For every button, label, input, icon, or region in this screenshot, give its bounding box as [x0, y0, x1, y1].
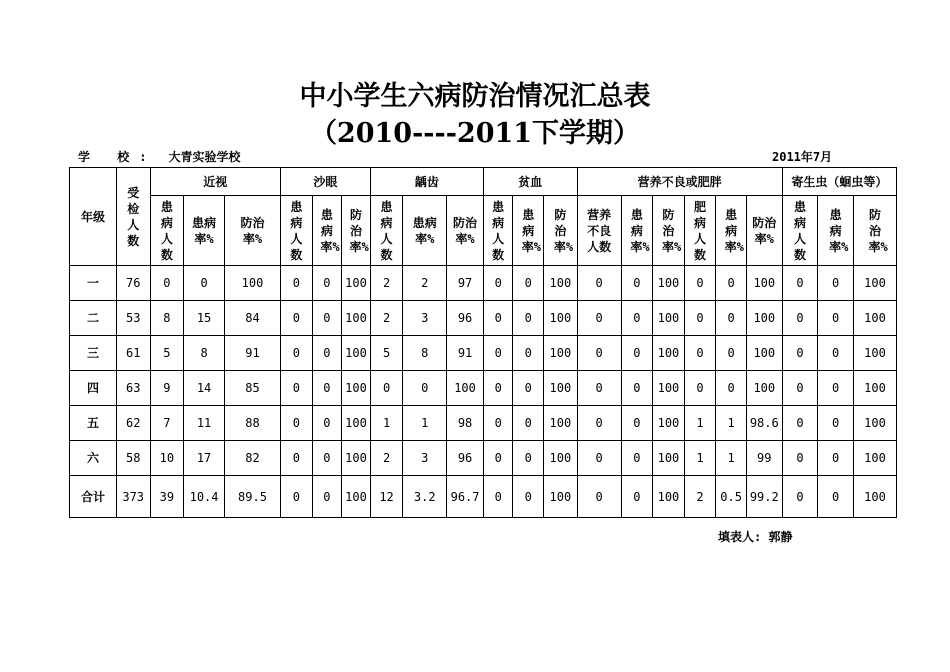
header-trachoma-ctrl: 防治率% [342, 196, 371, 266]
cell: 1 [716, 406, 747, 441]
cell: 0 [782, 476, 818, 518]
cell: 8 [184, 336, 225, 371]
cell: 100 [342, 406, 371, 441]
cell: 0 [312, 406, 342, 441]
header-group-parasite: 寄生虫（蛔虫等） [782, 168, 896, 196]
cell: 9 [150, 371, 184, 406]
cell: 0 [782, 406, 818, 441]
cell: 0 [577, 406, 621, 441]
cell: 373 [116, 476, 150, 518]
row-grade: 一 [70, 266, 117, 301]
row-grade: 三 [70, 336, 117, 371]
cell: 0 [818, 301, 854, 336]
cell: 0 [483, 441, 513, 476]
total-row [70, 476, 897, 518]
cell: 0 [716, 266, 747, 301]
cell: 100 [342, 441, 371, 476]
table-row [70, 336, 897, 371]
cell: 100 [342, 301, 371, 336]
header-myopia-ctrl: 防治率% [224, 196, 280, 266]
cell: 3 [403, 301, 447, 336]
cell: 0 [716, 371, 747, 406]
cell: 82 [224, 441, 280, 476]
cell: 100 [854, 406, 897, 441]
cell: 0 [621, 441, 653, 476]
cell: 98.6 [746, 406, 782, 441]
cell: 0 [577, 301, 621, 336]
cell: 0 [513, 371, 544, 406]
header-caries-ctrl: 防治率% [447, 196, 484, 266]
cell: 0 [782, 266, 818, 301]
cell: 0 [312, 336, 342, 371]
cell: 0 [312, 266, 342, 301]
header-obesity-count: 肥病人数 [684, 196, 716, 266]
cell: 100 [653, 441, 685, 476]
header-parasite-count: 患病人数 [782, 196, 818, 266]
cell: 100 [544, 476, 578, 518]
cell: 1 [716, 441, 747, 476]
cell: 0 [782, 441, 818, 476]
cell: 0 [370, 371, 403, 406]
cell: 100 [653, 406, 685, 441]
cell: 76 [116, 266, 150, 301]
cell: 100 [544, 336, 578, 371]
cell: 100 [746, 371, 782, 406]
cell: 100 [447, 371, 484, 406]
header-anemia-ctrl: 防治率% [544, 196, 578, 266]
header-row-sub [70, 196, 897, 266]
table-row [70, 371, 897, 406]
cell: 100 [653, 266, 685, 301]
cell: 0 [621, 336, 653, 371]
cell: 0 [621, 406, 653, 441]
header-anemia-count: 患病人数 [483, 196, 513, 266]
cell: 1 [684, 406, 716, 441]
cell: 100 [653, 301, 685, 336]
header-group-caries: 龋齿 [370, 168, 483, 196]
cell: 61 [116, 336, 150, 371]
row-grade: 六 [70, 441, 117, 476]
cell: 96.7 [447, 476, 484, 518]
cell: 88 [224, 406, 280, 441]
cell: 100 [342, 336, 371, 371]
header-anemia-rate: 患病率% [513, 196, 544, 266]
cell: 2 [403, 266, 447, 301]
cell: 98 [447, 406, 484, 441]
cell: 0 [577, 371, 621, 406]
cell: 100 [854, 476, 897, 518]
header-trachoma-count: 患病人数 [281, 196, 313, 266]
cell: 99.2 [746, 476, 782, 518]
cell: 0 [483, 406, 513, 441]
cell: 1 [403, 406, 447, 441]
cell: 0 [483, 476, 513, 518]
cell: 0 [621, 371, 653, 406]
cell: 100 [746, 336, 782, 371]
cell: 0 [513, 476, 544, 518]
header-parasite-ctrl: 防治率% [854, 196, 897, 266]
report-subtitle: （2010----2011下学期） [309, 118, 641, 149]
cell: 0 [621, 476, 653, 518]
header-group-trachoma: 沙眼 [281, 168, 371, 196]
header-group-anemia: 贫血 [483, 168, 577, 196]
cell: 91 [224, 336, 280, 371]
header-malnutrition-ctrl: 防治率% [653, 196, 685, 266]
table-row [70, 266, 897, 301]
cell: 7 [150, 406, 184, 441]
cell: 0 [281, 406, 313, 441]
filled-by: 填表人: 郭静 [718, 530, 793, 544]
cell: 100 [544, 371, 578, 406]
cell: 0 [281, 476, 313, 518]
cell: 0 [684, 301, 716, 336]
cell: 14 [184, 371, 225, 406]
cell: 0 [483, 301, 513, 336]
cell: 3.2 [403, 476, 447, 518]
cell: 0 [577, 441, 621, 476]
cell: 0 [513, 406, 544, 441]
row-grade: 合计 [70, 476, 117, 518]
cell: 0 [621, 266, 653, 301]
cell: 0 [818, 336, 854, 371]
cell: 0 [818, 441, 854, 476]
cell: 100 [224, 266, 280, 301]
cell: 100 [342, 371, 371, 406]
cell: 0 [577, 266, 621, 301]
cell: 0 [684, 336, 716, 371]
header-parasite-rate: 患病率% [818, 196, 854, 266]
cell: 0 [281, 336, 313, 371]
school-line [78, 148, 240, 165]
cell: 1 [684, 441, 716, 476]
cell: 0 [782, 301, 818, 336]
cell: 0 [483, 266, 513, 301]
cell: 0 [184, 266, 225, 301]
cell: 100 [653, 336, 685, 371]
cell: 91 [447, 336, 484, 371]
cell: 100 [854, 441, 897, 476]
cell: 8 [150, 301, 184, 336]
cell: 8 [403, 336, 447, 371]
header-malnutrition-rate: 患病率% [621, 196, 653, 266]
cell: 96 [447, 441, 484, 476]
cell: 0 [716, 336, 747, 371]
cell: 97 [447, 266, 484, 301]
cell: 0 [281, 266, 313, 301]
cell: 100 [746, 301, 782, 336]
table-row [70, 301, 897, 336]
cell: 100 [746, 266, 782, 301]
cell: 15 [184, 301, 225, 336]
header-obesity-ctrl: 防治率% [746, 196, 782, 266]
cell: 100 [854, 266, 897, 301]
cell: 0 [577, 476, 621, 518]
cell: 0 [281, 441, 313, 476]
cell: 1 [370, 406, 403, 441]
cell: 0 [513, 336, 544, 371]
cell: 0 [281, 371, 313, 406]
cell: 5 [150, 336, 184, 371]
cell: 100 [544, 301, 578, 336]
cell: 0 [818, 371, 854, 406]
cell: 100 [342, 476, 371, 518]
cell: 62 [116, 406, 150, 441]
cell: 10 [150, 441, 184, 476]
cell: 0 [513, 266, 544, 301]
cell: 0 [312, 476, 342, 518]
cell: 2 [684, 476, 716, 518]
header-group-nutrition: 营养不良或肥胖 [577, 168, 782, 196]
row-grade: 四 [70, 371, 117, 406]
cell: 0 [312, 441, 342, 476]
row-grade: 五 [70, 406, 117, 441]
header-trachoma-rate: 患病率% [312, 196, 342, 266]
cell: 63 [116, 371, 150, 406]
cell: 0 [312, 371, 342, 406]
cell: 53 [116, 301, 150, 336]
table-row [70, 441, 897, 476]
cell: 0 [684, 266, 716, 301]
cell: 100 [854, 336, 897, 371]
report-title: 中小学生六病防治情况汇总表 [299, 81, 651, 112]
cell: 0 [513, 441, 544, 476]
table-row [70, 406, 897, 441]
cell: 100 [653, 371, 685, 406]
cell: 2 [370, 301, 403, 336]
cell: 0 [818, 266, 854, 301]
cell: 0.5 [716, 476, 747, 518]
header-myopia-count: 患病人数 [150, 196, 184, 266]
header-obesity-rate: 患病率% [716, 196, 747, 266]
cell: 17 [184, 441, 225, 476]
school-name: 大青实验学校 [168, 150, 241, 164]
cell: 10.4 [184, 476, 225, 518]
cell: 0 [312, 301, 342, 336]
cell: 100 [342, 266, 371, 301]
cell: 2 [370, 441, 403, 476]
header-examined: 受检人数 [116, 168, 150, 266]
cell: 100 [544, 441, 578, 476]
cell: 0 [483, 336, 513, 371]
cell: 89.5 [224, 476, 280, 518]
cell: 0 [818, 406, 854, 441]
header-group-myopia: 近视 [150, 168, 281, 196]
cell: 12 [370, 476, 403, 518]
school-label: 学 校: [78, 150, 157, 164]
report-date: 2011年7月 [772, 150, 833, 164]
header-grade: 年级 [70, 168, 117, 266]
cell: 0 [403, 371, 447, 406]
cell: 0 [716, 301, 747, 336]
cell: 100 [544, 266, 578, 301]
cell: 11 [184, 406, 225, 441]
cell: 99 [746, 441, 782, 476]
header-caries-count: 患病人数 [370, 196, 403, 266]
cell: 0 [281, 301, 313, 336]
cell: 100 [854, 371, 897, 406]
header-caries-rate: 患病率% [403, 196, 447, 266]
cell: 96 [447, 301, 484, 336]
cell: 0 [818, 476, 854, 518]
cell: 58 [116, 441, 150, 476]
cell: 0 [684, 371, 716, 406]
cell: 0 [621, 301, 653, 336]
header-myopia-rate: 患病率% [184, 196, 225, 266]
cell: 0 [150, 266, 184, 301]
cell: 85 [224, 371, 280, 406]
cell: 100 [544, 406, 578, 441]
row-grade: 二 [70, 301, 117, 336]
cell: 0 [513, 301, 544, 336]
cell: 0 [782, 371, 818, 406]
summary-table [69, 167, 897, 518]
cell: 39 [150, 476, 184, 518]
cell: 3 [403, 441, 447, 476]
cell: 100 [653, 476, 685, 518]
cell: 0 [483, 371, 513, 406]
cell: 5 [370, 336, 403, 371]
cell: 0 [577, 336, 621, 371]
cell: 0 [782, 336, 818, 371]
cell: 100 [854, 301, 897, 336]
header-row-groups [70, 168, 897, 196]
cell: 84 [224, 301, 280, 336]
header-malnutrition-count: 营养不良人数 [577, 196, 621, 266]
cell: 2 [370, 266, 403, 301]
